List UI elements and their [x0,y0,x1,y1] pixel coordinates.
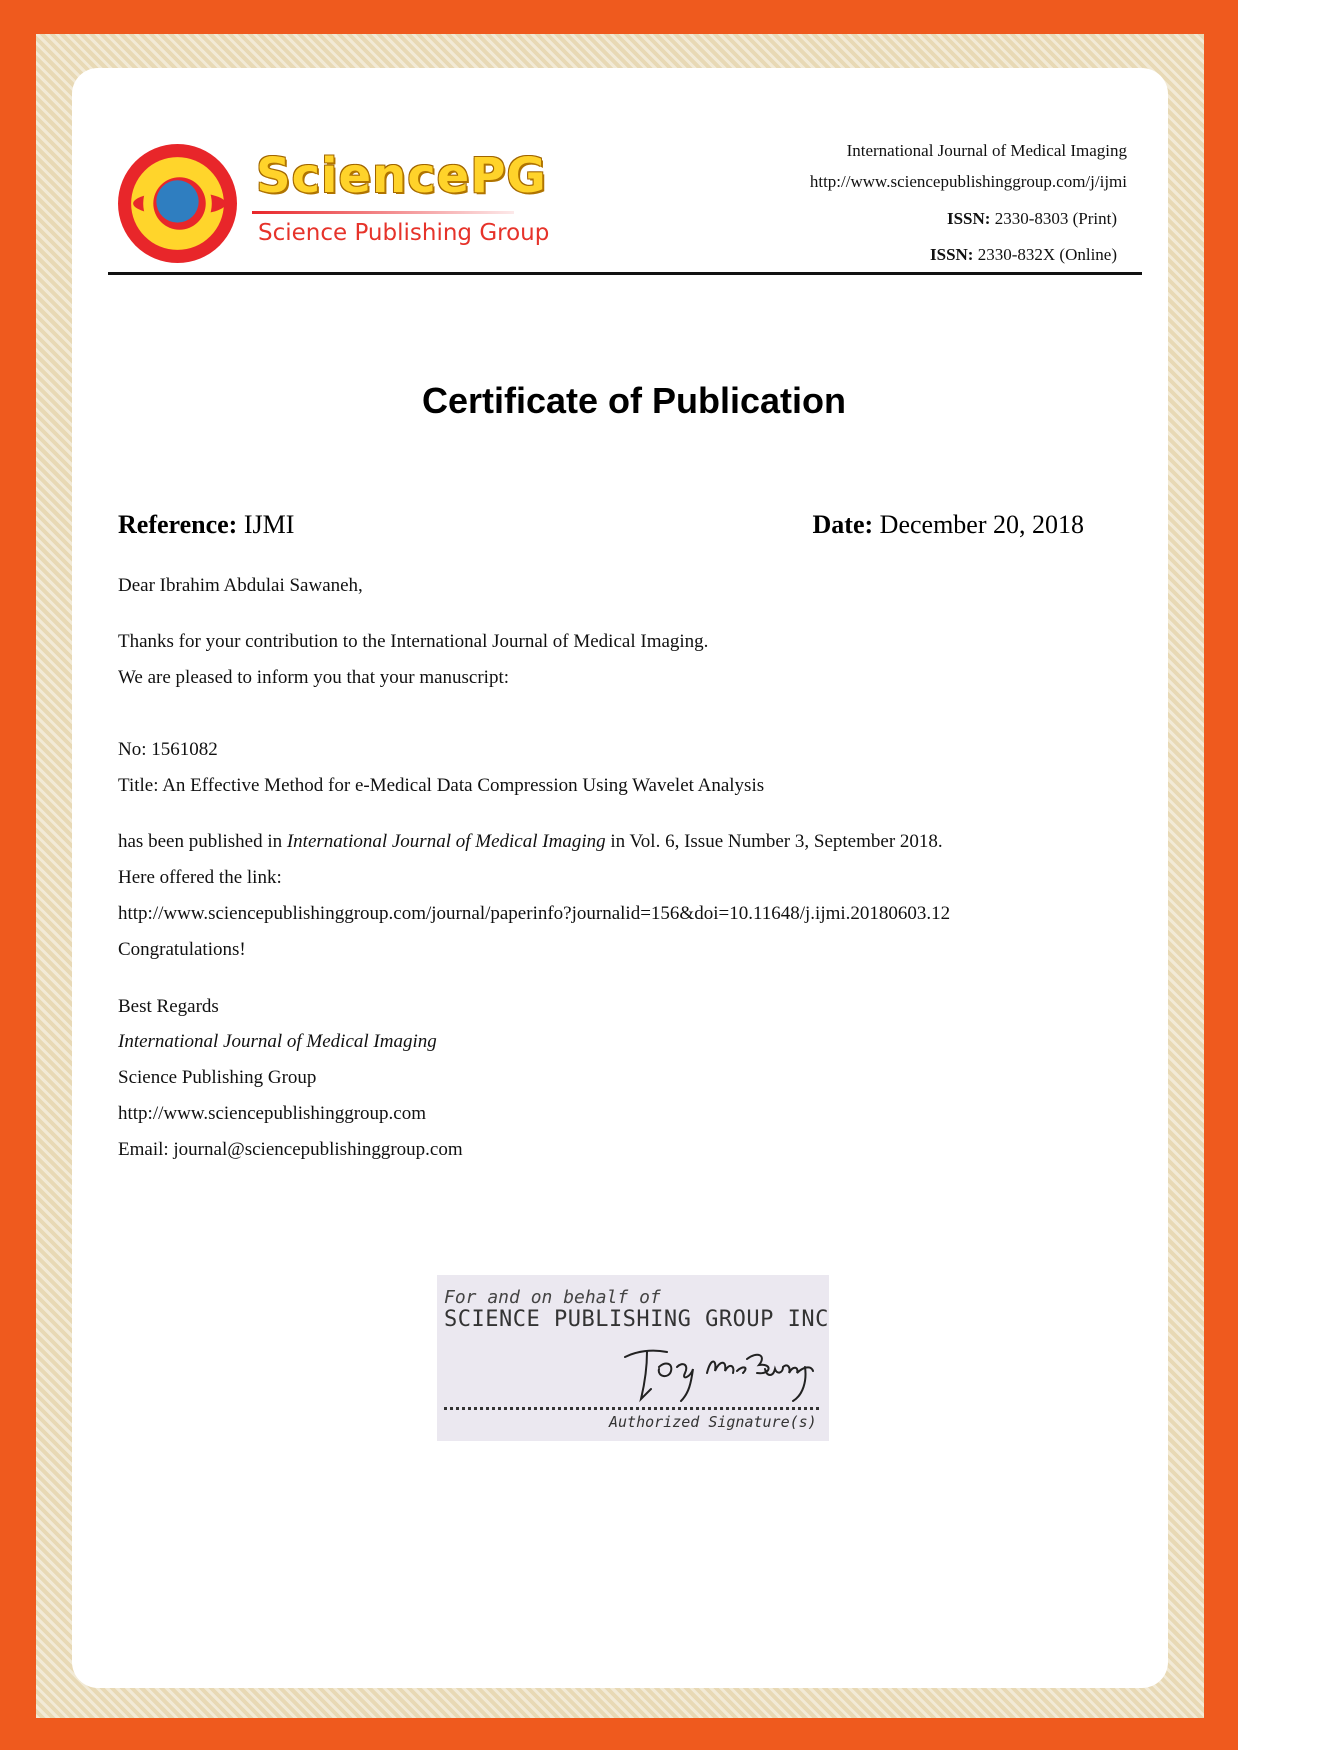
manuscript-title: Title: An Effective Method for e-Medical Data Compression Using Wavelet Analysis [118,775,765,796]
published-journal: International Journal of Medical Imaging [286,831,606,852]
congratulations: Congratulations! [118,939,246,960]
logo-underline [252,211,514,214]
published-suffix: in Vol. 6, Issue Number 3, September 2018. [605,831,943,852]
issn-online-label: ISSN: [930,245,974,264]
signature-caption: Authorized Signature(s) [609,1413,817,1431]
journal-url: http://www.sciencepublishinggroup.com/j/ijmi [809,172,1127,191]
thanks-line: Thanks for your contribution to the International Journal of Medical Imaging. [118,631,709,652]
published-line [118,831,943,853]
date-line [813,510,1084,540]
published-prefix: has been published in [118,831,287,852]
issn-print-value: 2330-8303 (Print) [990,209,1117,228]
date-value: December 20, 2018 [873,510,1084,539]
issn-online [930,245,1117,265]
issn-print-label: ISSN: [946,209,991,228]
logo-subtitle: Science Publishing Group [258,220,550,246]
manuscript-number: No: 1561082 [118,739,218,760]
signature-company-line: SCIENCE PUBLISHING GROUP INC [444,1307,829,1332]
signature-dotted-line [444,1407,819,1410]
link-intro: Here offered the link: [118,867,282,888]
sciencepg-logo-icon [117,143,238,264]
closing-journal: International Journal of Medical Imaging [118,1031,437,1052]
logo-wordmark: SciencePG [256,148,547,204]
issn-print [947,209,1117,229]
salutation: Dear Ibrahim Abdulai Sawaneh, [118,575,363,596]
issn-online-value: 2330-832X (Online) [973,245,1117,264]
signature-behalf-line: For and on behalf of [444,1287,661,1308]
certificate-title: Certificate of Publication [421,380,847,421]
signature-stamp [437,1275,829,1441]
closing-email[interactable]: Email: journal@sciencepublishinggroup.com [118,1139,463,1160]
inform-line: We are pleased to inform you that your manuscript: [118,667,510,688]
reference-label: Reference: [118,510,238,539]
handwritten-signature-icon [607,1337,822,1407]
reference-line [118,510,294,540]
journal-name: International Journal of Medical Imaging [846,141,1127,160]
header-divider [108,272,1142,275]
reference-value: IJMI [237,510,295,539]
closing-publisher: Science Publishing Group [118,1067,317,1088]
date-label: Date: [812,510,874,539]
best-regards: Best Regards [118,996,219,1017]
closing-website[interactable]: http://www.sciencepublishinggroup.com [118,1103,426,1124]
article-link[interactable]: http://www.sciencepublishinggroup.com/journal/paperinfo?journalid=156&doi=10.11648/j.ijmi.20180603.12 [118,903,951,924]
